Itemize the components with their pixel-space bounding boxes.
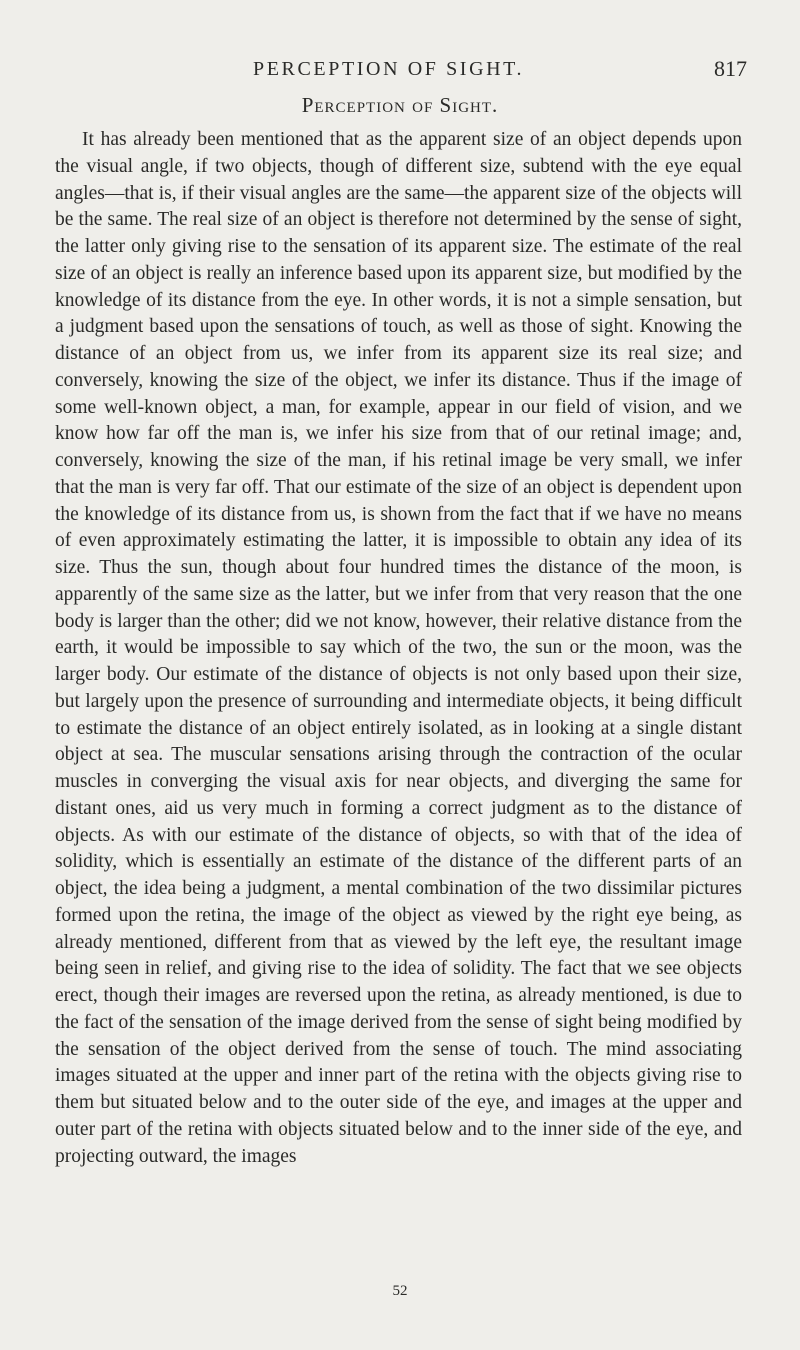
page-number: 817	[714, 56, 747, 81]
running-head	[0, 56, 800, 82]
section-heading: Perception of Sight.	[301, 93, 499, 117]
body-paragraph: It has already been mentioned that as the apparent size of an object depends upon the visual angle, if two objects, though of different size, subtend with the eye equal angles—that is, if their visual angles are the same—the apparent size of the objects will be the same. The real size of an object is therefore not determined by the sense of sight, the latter only giving rise to the sensation of its apparent size. The estimate of the real size of an object is really an inference based upon its apparent size, but modified by the knowledge of its distance from the eye. In other words, it is not a simple sensation, but a judgment based upon the sensations of touch, as well as those of sight. Knowing the distance of an object from us, we infer from its apparent size its real size; and conversely, knowing the size of the object, we infer its distance. Thus if the image of some well-known object, a man, for example, appear in our field of vision, and we know how far off the man is, we infer his size from that of our retinal image; and, conversely, knowing the size of the man, if his retinal image be very small, we infer that the man is very far off. That our estimate of the size of an object is dependent upon the knowledge of its distance from us, is shown from the fact that if we have no means of even approximately estimating the latter, it is impossible to obtain any idea of its size. Thus the sun, though about four hundred times the distance of the moon, is apparently of the same size as the latter, but we infer from that very reason that the one body is larger than the other; did we not know, however, their relative distance from the earth, it would be impossible to say which of the two, the sun or the moon, was the larger body. Our estimate of the distance of objects is not only based upon their size, but largely upon the presence of surrounding and intermediate objects, it being difficult to estimate the distance of an object entirely isolated, as in looking at a single distant object at sea. The muscular sensations arising through the contraction of the ocular muscles in converging the visual axis for near objects, and diverging the same for distant ones, aid us very much in forming a correct judgment as to the distance of objects. As with our estimate of the distance of objects, so with that of the idea of solidity, which is essentially an estimate of the distance of the different parts of an object, the idea being a judgment, a mental combination of the two dissimilar pictures formed upon the retina, the image of the object as viewed by the right eye being, as already mentioned, different from that as viewed by the left eye, the resultant image being seen in relief, and giving rise to the idea of solidity. The fact that we see objects erect, though their images are reversed upon the retina, as already mentioned, is due to the fact of the sensation of the image derived from the sense of sight being modified by the sensation of the object derived from the sense of touch. The mind associating images situated at the upper and inner part of the retina with the objects giving rise to them but situated below and to the outer side of the eye, and images at the upper and outer part of the retina with objects situated below and to the inner side of the eye, and projecting outward, the images	[55, 129, 742, 1167]
running-title: PERCEPTION OF SIGHT.	[253, 58, 525, 80]
signature-mark: 52	[392, 1283, 408, 1299]
